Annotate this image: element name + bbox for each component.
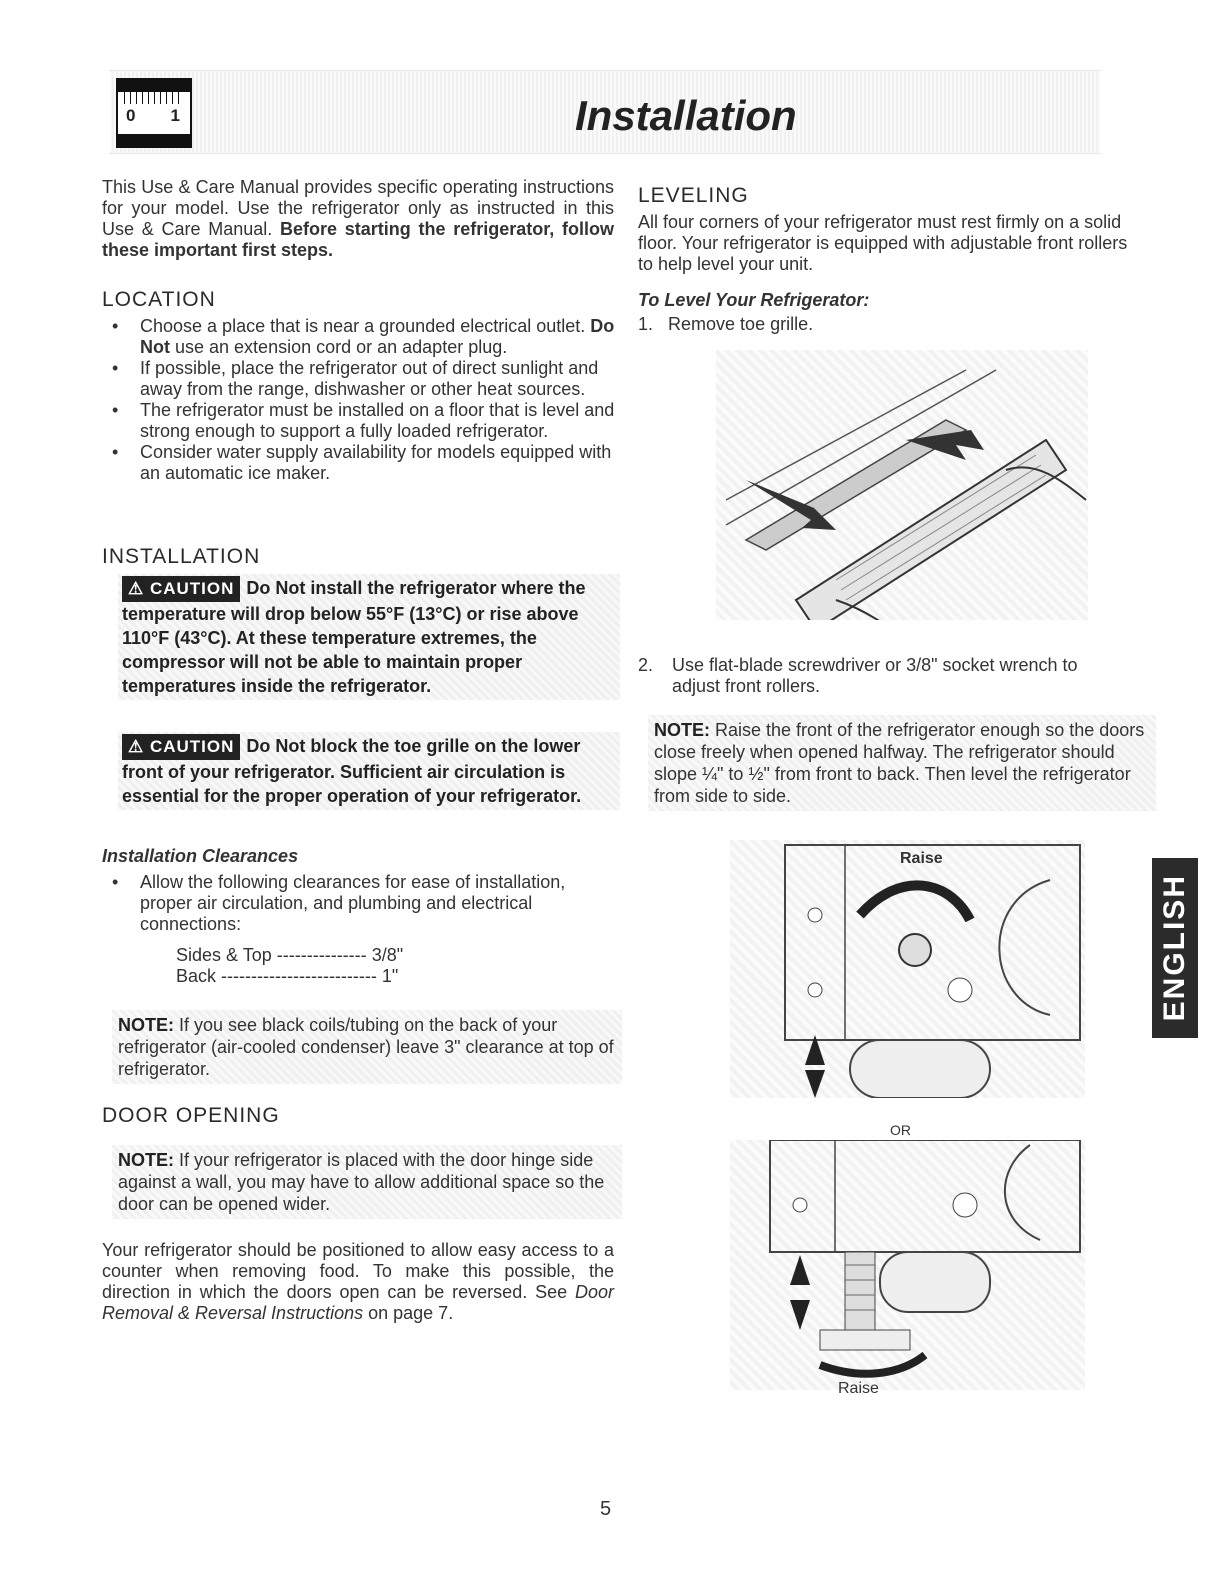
fig-label-raise-bottom: Raise	[838, 1380, 879, 1397]
page-number: 5	[600, 1498, 612, 1520]
down-arrow-icon	[790, 1300, 810, 1330]
clearance-row: Sides & Top --------------- 3/8"	[176, 945, 404, 965]
list-item: • If possible, place the refrigerator out of direct sunlight and away from the range, dishwasher or other heat sources.	[108, 358, 616, 400]
caution-label: ⚠ CAUTION	[122, 734, 240, 760]
page-title: Installation	[575, 92, 797, 139]
roller-adjust-figure-top	[730, 840, 1085, 1098]
caution-label: ⚠ CAUTION	[122, 576, 240, 602]
rotate-arrow-icon	[860, 885, 970, 920]
roller-adjust-figure-bottom	[730, 1140, 1085, 1390]
step-1: 1. Remove toe grille.	[638, 314, 814, 334]
leveling-heading: LEVELING	[638, 184, 749, 207]
leveling-paragraph: All four corners of your refrigerator must rest firmly on a solid floor. Your refrigerator is equipped with adjustable front rollers to help level your unit.	[638, 212, 1128, 274]
step-2: 2. Use flat-blade screwdriver or 3/8" socket wrench to adjust front rollers.	[638, 655, 1078, 696]
location-list	[108, 316, 616, 484]
door-opening-paragraph: Your refrigerator should be positioned to allow easy access to a counter when removing food. To make this possible, the direction in which the doors open can be reversed. See Door Removal & Reversal Instructions on page 7.	[102, 1240, 614, 1323]
intro-paragraph: This Use & Care Manual provides specific operating instructions for your model. Use the refrigerator only as instructed in this Use & Care Manual. Before starting the refrigerator, follow these important first steps.	[102, 177, 614, 260]
fig-label-raise-top: Raise	[900, 850, 943, 867]
leveling-subheading: To Level Your Refrigerator:	[638, 290, 870, 310]
up-arrow-icon	[790, 1255, 810, 1285]
location-heading: LOCATION	[102, 288, 216, 311]
language-tab: ENGLISH	[1152, 858, 1198, 1038]
clearances-list	[108, 872, 616, 935]
list-item: • Allow the following clearances for ease of installation, proper air circulation, and plumbing and electrical connections:	[108, 872, 616, 935]
note-raise-front: NOTE: Raise the front of the refrigerator enough so the doors close freely when opened halfway. The refrigerator should slope ¼" to ½" from front to back. Then level the refrigerator from side to side.	[648, 715, 1156, 811]
ruler-icon: 0 1	[116, 78, 192, 148]
toe-grille-figure	[716, 350, 1088, 620]
fig-or-label: OR	[890, 1122, 911, 1138]
note-door-hinge: NOTE: If your refrigerator is placed with the door hinge side against a wall, you may have to allow additional space so the door can be opened wider.	[112, 1145, 622, 1219]
caution-box-temperature: ⚠ CAUTION Do Not install the refrigerator where the temperature will drop below 55°F (13°C) or rise above 110°F (43°C). At these temperature extremes, the compressor will not be able to maintain proper temperatures inside the refrigerator.	[118, 574, 620, 700]
clearance-row: Back -------------------------- 1"	[176, 966, 399, 986]
caution-box-toe-grille: ⚠ CAUTION Do Not block the toe grille on the lower front of your refrigerator. Sufficient air circulation is essential for the proper operation of your refrigerator.	[118, 732, 620, 810]
clearances-heading: Installation Clearances	[102, 846, 299, 866]
rotate-arrow-icon	[820, 1355, 925, 1374]
installation-heading: INSTALLATION	[102, 545, 261, 568]
list-item: • Choose a place that is near a grounded electrical outlet. Do Not use an extension cord or an adapter plug.	[108, 316, 616, 358]
down-arrow-icon	[805, 1070, 825, 1098]
note-coils: NOTE: If you see black coils/tubing on the back of your refrigerator (air-cooled condenser) leave 3" clearance at top of refrigerator.	[112, 1010, 622, 1084]
clearances-table	[176, 945, 516, 987]
list-item: • Consider water supply availability for models equipped with an automatic ice maker.	[108, 442, 616, 484]
screw-icon	[899, 934, 931, 966]
list-item: • The refrigerator must be installed on a floor that is level and strong enough to support a fully loaded refrigerator.	[108, 400, 616, 442]
door-opening-heading: DOOR OPENING	[102, 1104, 280, 1127]
